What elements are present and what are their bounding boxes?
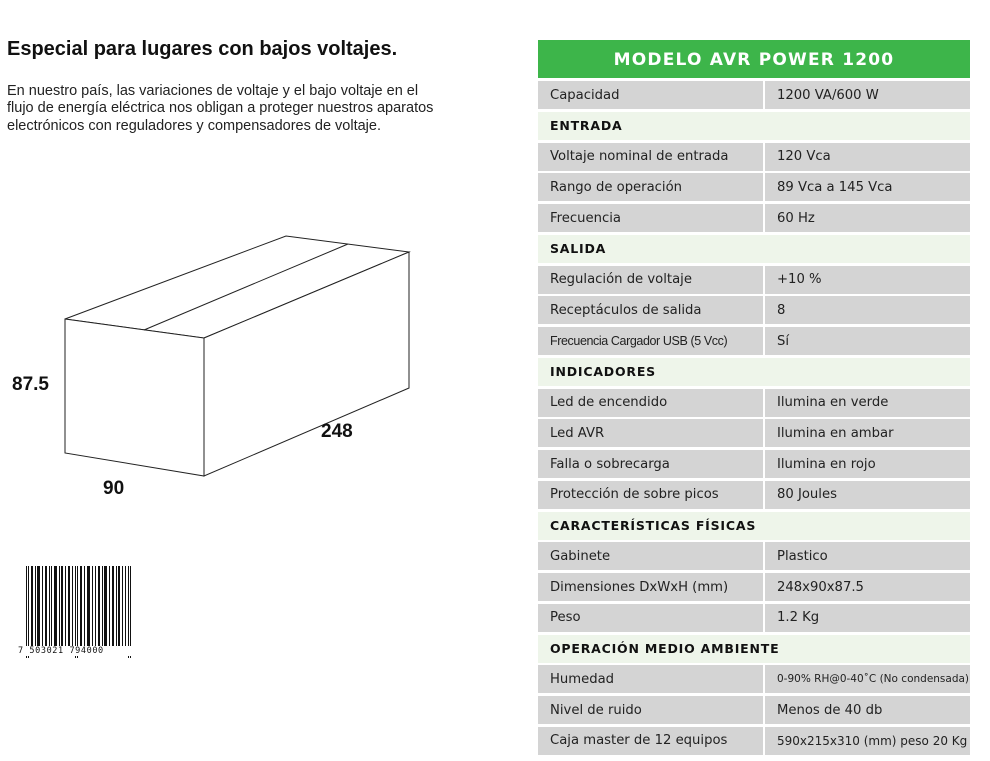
page-heading: Especial para lugares con bajos voltajes. [7,38,398,60]
spec-row [538,542,970,570]
spec-row [538,327,970,355]
spec-row [538,143,970,171]
spec-label: Frecuencia Cargador USB (5 Vcc) [538,327,763,355]
intro-paragraph: En nuestro país, las variaciones de voltaje y el bajo voltaje en el flujo de energía eléctrica nos obligan a proteger nuestros aparatos electrónicos con reguladores y compensadores de voltaje. [7,83,434,134]
section-salida: SALIDA [538,235,970,263]
spec-value: 1.2 Kg [765,604,970,632]
spec-label: Led AVR [538,419,763,447]
section-operacion-medio-ambiente: OPERACIÓN MEDIO AMBIENTE [538,635,970,663]
spec-label: Rango de operación [538,173,763,201]
spec-value: 590x215x310 (mm) peso 20 Kg [765,727,970,755]
spec-row [538,419,970,447]
spec-row [538,173,970,201]
spec-value: 120 Vca [765,143,970,171]
spec-row [538,204,970,232]
spec-row [538,450,970,478]
spec-label: Nivel de ruido [538,696,763,724]
spec-table [538,40,970,758]
section-indicadores: INDICADORES [538,358,970,386]
spec-label: Peso [538,604,763,632]
spec-label: Gabinete [538,542,763,570]
spec-label: Falla o sobrecarga [538,450,763,478]
dimension-width-label: 90 [103,478,125,499]
spec-value: Sí [765,327,970,355]
spec-row-capacidad [538,81,970,109]
dimension-height-label: 87.5 [12,374,49,395]
spec-label: Led de encendido [538,389,763,417]
spec-value: Ilumina en rojo [765,450,970,478]
barcode-digits: 7 503021 794000 [18,646,142,656]
spec-label: Regulación de voltaje [538,266,763,294]
spec-value: 0-90% RH@0-40˚C (No condensada) [765,665,970,693]
spec-row [538,296,970,324]
spec-label: Receptáculos de salida [538,296,763,324]
spec-value: Ilumina en ambar [765,419,970,447]
spec-row [538,665,970,693]
spec-row [538,481,970,509]
spec-row [538,604,970,632]
spec-label: Capacidad [538,81,763,109]
spec-value: 80 Joules [765,481,970,509]
spec-value: 248x90x87.5 [765,573,970,601]
spec-value: 60 Hz [765,204,970,232]
barcode-icon [18,566,142,658]
spec-label: Dimensiones DxWxH (mm) [538,573,763,601]
spec-row [538,573,970,601]
spec-row [538,727,970,755]
dimension-length-label: 248 [321,421,353,442]
spec-value: 89 Vca a 145 Vca [765,173,970,201]
spec-row [538,266,970,294]
spec-row [538,389,970,417]
section-caracteristicas-fisicas: CARACTERÍSTICAS FÍSICAS [538,512,970,540]
spec-title: MODELO AVR POWER 1200 [538,40,970,78]
box-drawing [0,220,480,510]
section-entrada: ENTRADA [538,112,970,140]
spec-value: 8 [765,296,970,324]
spec-label: Voltaje nominal de entrada [538,143,763,171]
spec-value: +10 % [765,266,970,294]
spec-label: Protección de sobre picos [538,481,763,509]
spec-value: Plastico [765,542,970,570]
spec-label: Caja master de 12 equipos [538,727,763,755]
spec-value: Ilumina en verde [765,389,970,417]
spec-value: 1200 VA/600 W [765,81,970,109]
spec-value: Menos de 40 db [765,696,970,724]
spec-label: Frecuencia [538,204,763,232]
spec-row [538,696,970,724]
box-front-face [65,319,204,476]
spec-label: Humedad [538,665,763,693]
